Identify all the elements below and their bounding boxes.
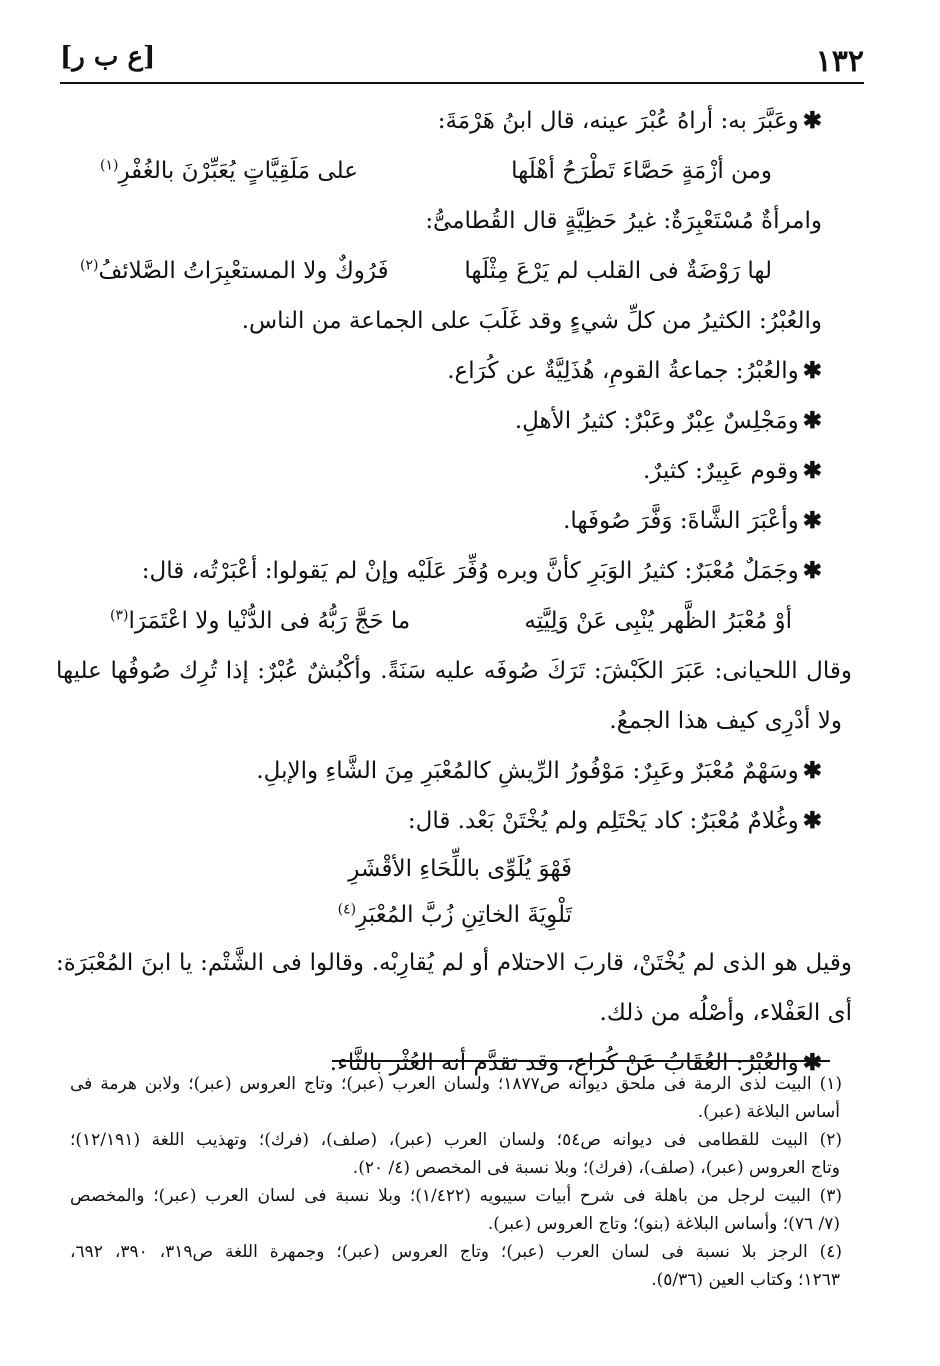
entry-star-icon: ✱ xyxy=(802,1049,822,1076)
hemistich-text: ما حَجَّ رَبُّهُ فى الدُّنْيا ولا اعْتَمَرَا xyxy=(128,608,411,634)
entry-paragraph xyxy=(80,746,822,796)
footnote-marker: (١) xyxy=(100,157,119,174)
entry-star-icon: ✱ xyxy=(802,457,822,484)
footnotes xyxy=(70,1070,842,1294)
footnote-1 xyxy=(70,1070,842,1126)
entry-star-icon: ✱ xyxy=(802,557,822,584)
entry-text: وعَبَّرَ به: أراهُ عُبْرَ عينه، قال ابنُ هَرْمَةَ: xyxy=(437,108,799,134)
footnote-marker: (٢) xyxy=(80,257,99,274)
footnote-line: أساس البلاغة (عبر). xyxy=(697,1102,840,1122)
entry-body xyxy=(56,96,852,1088)
verse-first-hemistich: ومن أزْمَةٍ حَصَّاءَ تَطْرَحُ أهْلَها xyxy=(511,158,772,184)
verse-line xyxy=(80,246,822,296)
footnote-marker: (٤) xyxy=(337,901,357,918)
entry-text: وسَهْمٌ مُعْبَرٌ وعَبِرٌ: مَوْفُورُ الرِّيشِ كالمُعْبَرِ مِنَ الشَّاءِ والإبلِ. xyxy=(256,758,799,784)
page-number: ١٣٢ xyxy=(815,44,864,79)
entry-star-icon: ✱ xyxy=(802,107,822,134)
verse-first-hemistich: أوْ مُعْبَرُ الظَّهر يُنْبِى عَنْ وَلِيَّتِه xyxy=(524,608,792,634)
entry-paragraph: وقال اللحيانى: عَبَرَ الكَبْشَ: تَرَكَ صُوفَه عليه سَنَةً. وأكْبُشٌ عُبْرٌ: إذا تُرِك صُوفُها عليها xyxy=(56,658,852,684)
entry-text: وقوم عَبِيرٌ: كثيرٌ. xyxy=(642,458,799,484)
verse-first-hemistich: لها رَوْضَةٌ فى القلب لم يَرْعَ مِثْلَها xyxy=(464,258,772,284)
entry-paragraph: والعُبْرُ: الكثيرُ من كلِّ شيءٍ وقد غَلَبَ على الجماعة من الناس. xyxy=(241,308,822,334)
entry-paragraph xyxy=(80,96,822,146)
footnote-4 xyxy=(70,1238,842,1294)
entry-paragraph xyxy=(80,346,822,396)
entry-star-icon: ✱ xyxy=(802,807,822,834)
entry-star-icon: ✱ xyxy=(802,407,822,434)
hemistich-text: على مَلَقِيَّاتٍ يُعَبِّرْنَ بالغُفْرِ xyxy=(118,158,358,184)
footnote-2 xyxy=(70,1126,842,1182)
footnote-line: (١) البيت لذى الرمة فى ملحق ديوانه ص١٨٧٧؛ ولسان العرب (عبر)؛ وتاج العروس (عبر)؛ ولابن هرمة فى xyxy=(70,1074,842,1094)
entry-star-icon: ✱ xyxy=(802,357,822,384)
hemistich-text: فَرُوكٌ ولا المستعْبِرَاتُ الصَّلائفُ xyxy=(98,258,389,284)
entry-paragraph-continued: ولا أدْرِى كيف هذا الجمعُ. xyxy=(609,708,842,734)
verse-second-hemistich xyxy=(110,596,410,646)
page-header xyxy=(60,38,864,86)
footnote-line: (٧/ ٧٦)؛ وأساس البلاغة (بنو)؛ وتاج العروس (عبر). xyxy=(487,1214,840,1234)
entry-paragraph xyxy=(80,496,822,546)
entry-text: والعُبْرُ: جماعةُ القومِ، هُذَلِيَّةٌ عن كُرَاع. xyxy=(447,358,799,384)
entry-text: وجَمَلٌ مُعْبَرٌ: كثيرُ الوَبَرِ كأنَّ وبره وُفِّرَ عَلَيْه وإنْ لم يَقولوا: أعْبَرْتُه، قال: xyxy=(141,558,799,584)
entry-text: وغُلامٌ مُعْبَرٌ: كاد يَحْتَلِم ولم يُخْتَنْ بَعْد. قال: xyxy=(407,808,799,834)
verse-line xyxy=(80,146,822,196)
entry-paragraph xyxy=(80,396,822,446)
entry-text: وأعْبَرَ الشَّاةَ: وَفَّرَ صُوفَها. xyxy=(563,508,799,534)
rajaz-line xyxy=(80,892,822,938)
footnote-line: ١٢٦٣؛ وكتاب العين (٥/٣٦). xyxy=(651,1270,840,1290)
footnote-3 xyxy=(70,1182,842,1238)
entry-paragraph xyxy=(80,446,822,496)
footnote-line: (٤) الرجز بلا نسبة فى لسان العرب (عبر)؛ وتاج العروس (عبر)؛ وجمهرة اللغة ص٣١٩، ٣٩٠، ٦٩٢، xyxy=(70,1242,842,1262)
rajaz-line: فَهْوَ يُلَوِّى باللِّحَاءِ الأقْشَرِ xyxy=(348,856,572,882)
entry-paragraph xyxy=(80,546,822,596)
entry-text: والعُبْرُ: العُقَابُ عَنْ كُرَاع، وقد تقدَّم أنه العُثْر بالثَّاء. xyxy=(329,1050,799,1076)
entry-text: ومَجْلِسٌ عِبْرٌ وعَبْرٌ: كثيرُ الأهلِ. xyxy=(514,408,799,434)
verse-second-hemistich xyxy=(80,246,389,296)
entry-star-icon: ✱ xyxy=(802,757,822,784)
root-tag: [ع ب ر] xyxy=(60,42,156,72)
footnote-line: (٢) البيت للقطامى فى ديوانه ص٥٤؛ ولسان العرب (عبر)، (صلف)، (فرك)؛ وتهذيب اللغة (١٢/١٩١)؛ xyxy=(70,1130,842,1150)
entry-star-icon: ✱ xyxy=(802,507,822,534)
footnote-line: وتاج العروس (عبر)، (صلف)، (فرك)؛ وبلا نسبة فى المخصص (٤/ ٢٠). xyxy=(352,1158,840,1178)
footnote-line: (٣) البيت لرجل من باهلة فى شرح أبيات سيبويه (١/٤٢٢)؛ وبلا نسبة فى لسان العرب (عبر)؛ والمخصص xyxy=(70,1186,842,1206)
header-rule xyxy=(60,82,864,84)
verse-second-hemistich xyxy=(100,146,358,196)
entry-paragraph: وقيل هو الذى لم يُخْتَنْ، قاربَ الاحتلام أو لم يُقارِبْه. وقالوا فى الشَّتْم: يا ابنَ المُعْبَرَة: xyxy=(56,950,852,976)
entry-paragraph-continued: أى العَفْلاء، وأصْلُه من ذلك. xyxy=(599,1000,852,1026)
entry-paragraph: وامرأةٌ مُسْتَعْبِرَةٌ: غيرُ حَظِيَّةٍ قال القُطامىُّ: xyxy=(425,208,822,234)
verse-line xyxy=(80,596,822,646)
footnote-marker: (٣) xyxy=(110,607,129,624)
entry-paragraph xyxy=(80,796,822,846)
rajaz-text: تَلْوِيَةَ الخاتِنِ زُبَّ المُعْبَرِ xyxy=(356,902,572,928)
footnote-separator xyxy=(332,1060,830,1062)
